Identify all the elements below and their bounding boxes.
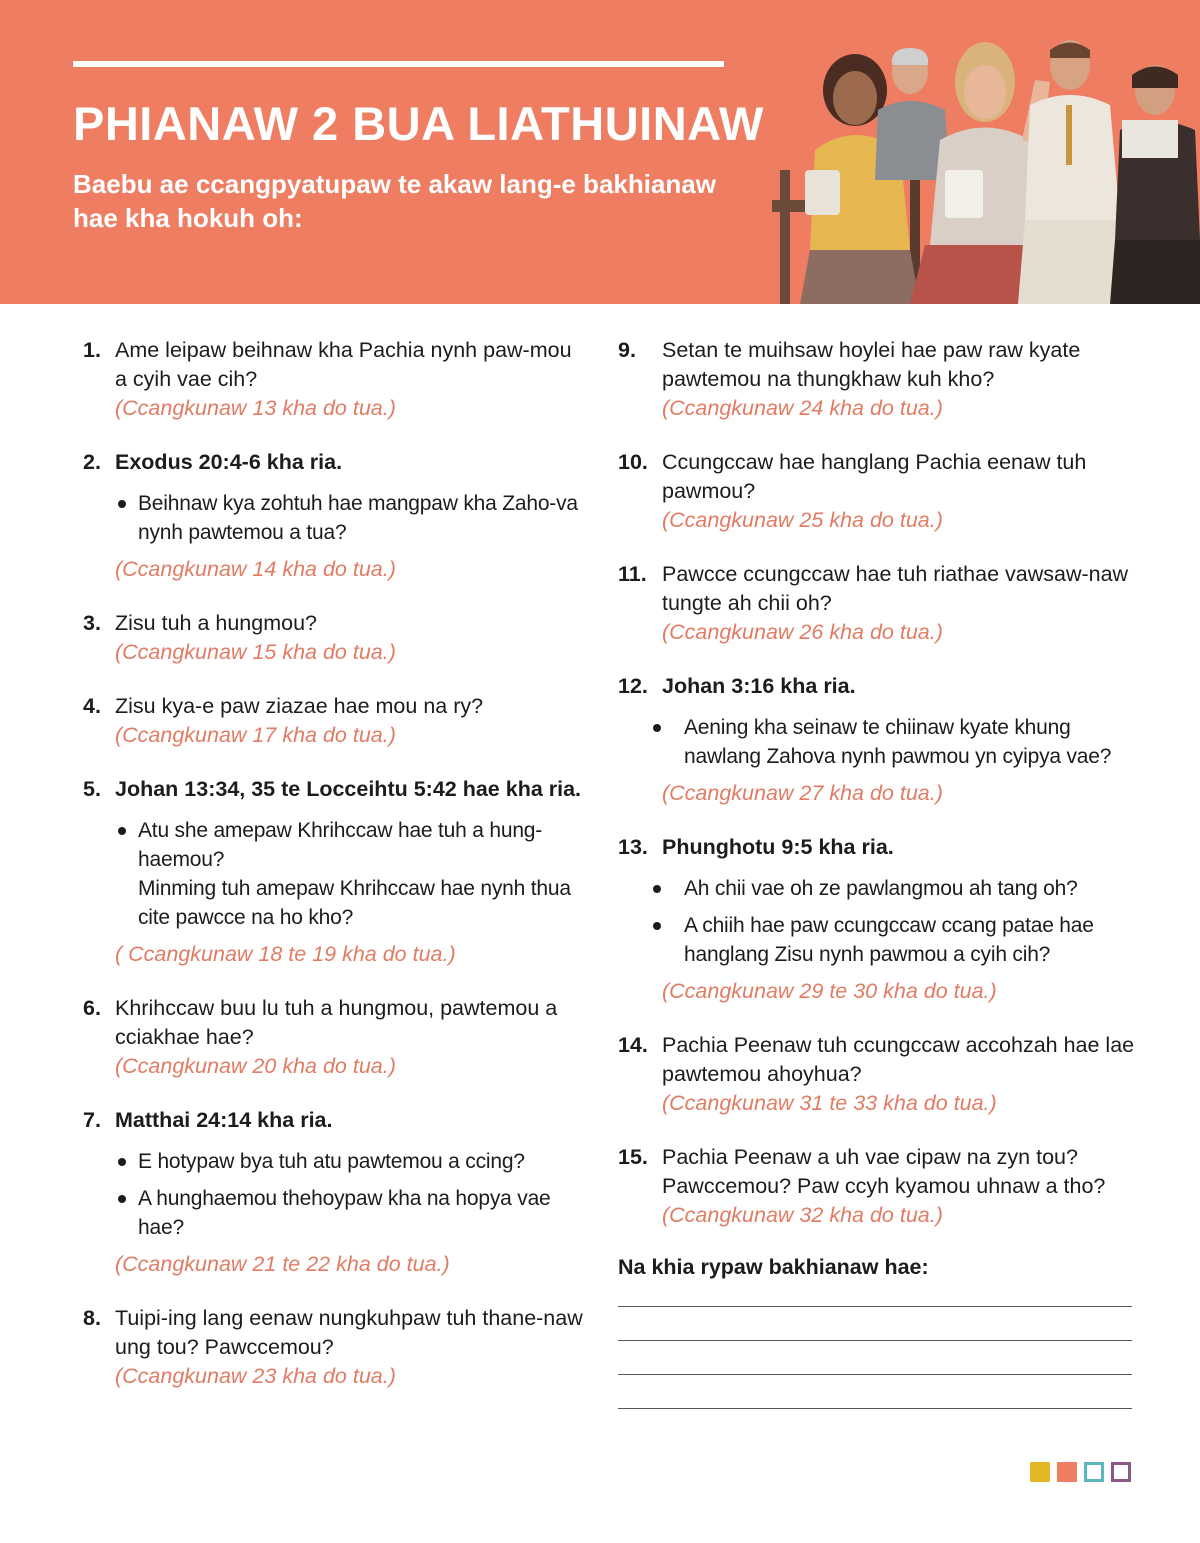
- paragraph-reference: (Ccangkunaw 20 kha do tua.): [115, 1054, 396, 1078]
- paragraph-reference: (Ccangkunaw 26 kha do tua.): [662, 620, 943, 644]
- question-7: [83, 1106, 583, 1279]
- question-text: Pawcce ccungccaw hae tuh riathae vawsaw-naw tungte ah chii oh?: [662, 562, 1129, 615]
- paragraph-reference: ( Ccangkunaw 18 te 19 kha do tua.): [115, 942, 456, 966]
- page-subtitle: Baebu ae ccangpyatupaw te akaw lang-e bakhianaw hae kha hokuh oh:: [73, 169, 716, 233]
- question-15: [618, 1143, 1138, 1230]
- bullet-item: A hunghaemou thehoypaw kha na hopya vae hae?: [83, 1184, 583, 1242]
- question-number: 14.: [618, 1033, 648, 1057]
- question-number: 10.: [618, 450, 648, 474]
- square-purple-outline: [1111, 1462, 1131, 1482]
- paragraph-reference: (Ccangkunaw 32 kha do tua.): [662, 1203, 943, 1227]
- question-13: [618, 833, 1138, 1006]
- paragraph-reference: (Ccangkunaw 25 kha do tua.): [662, 508, 943, 532]
- question-text: Zisu kya-e paw ziazae hae mou na ry?: [115, 694, 484, 718]
- question-2: [83, 448, 583, 584]
- header-rule: [73, 61, 724, 67]
- square-yellow: [1030, 1462, 1050, 1482]
- question-number: 1.: [83, 338, 101, 362]
- progress-squares: [1030, 1462, 1131, 1482]
- question-6: [83, 994, 583, 1081]
- paragraph-reference: (Ccangkunaw 13 kha do tua.): [115, 396, 396, 420]
- question-number: 6.: [83, 996, 101, 1020]
- note-line: [618, 1374, 1132, 1375]
- paragraph-reference: (Ccangkunaw 31 te 33 kha do tua.): [662, 1091, 997, 1115]
- question-number: 3.: [83, 611, 101, 635]
- notes-label: Na khia rypaw bakhianaw hae:: [618, 1255, 929, 1279]
- question-text: Zisu tuh a hungmou?: [115, 611, 317, 635]
- question-number: 7.: [83, 1108, 101, 1132]
- paragraph-reference: (Ccangkunaw 23 kha do tua.): [115, 1364, 396, 1388]
- paragraph-reference: (Ccangkunaw 17 kha do tua.): [115, 723, 396, 747]
- page-title: PHIANAW 2 BUA LIATHUINAW: [73, 97, 764, 150]
- question-text: Ame leipaw beihnaw kha Pachia nynh paw-mou a cyih vae cih?: [115, 338, 572, 391]
- bullet-continuation: Minming tuh amepaw Khrihccaw hae nynh thua cite pawcce na ho kho?: [138, 877, 571, 929]
- paragraph-reference: (Ccangkunaw 27 kha do tua.): [662, 781, 943, 805]
- paragraph-reference: (Ccangkunaw 14 kha do tua.): [115, 557, 396, 581]
- question-number: 8.: [83, 1306, 101, 1330]
- question-text: Matthai 24:14 kha ria.: [115, 1108, 333, 1132]
- question-text: Johan 13:34, 35 te Locceihtu 5:42 hae kha ria.: [115, 777, 582, 801]
- people-illustration: [760, 20, 1200, 304]
- question-9: [618, 336, 1138, 423]
- question-number: 13.: [618, 835, 648, 859]
- question-11: [618, 560, 1138, 647]
- question-number: 4.: [83, 694, 101, 718]
- question-number: 5.: [83, 777, 101, 801]
- paragraph-reference: (Ccangkunaw 15 kha do tua.): [115, 640, 396, 664]
- note-line: [618, 1340, 1132, 1341]
- question-14: [618, 1031, 1138, 1118]
- question-number: 15.: [618, 1145, 648, 1169]
- question-5: [83, 775, 583, 969]
- header-banner: [0, 0, 1200, 304]
- bullet-item: Aening kha seinaw te chiinaw kyate khung nawlang Zahova nynh pawmou yn cyipya vae?: [618, 713, 1138, 771]
- paragraph-reference: (Ccangkunaw 24 kha do tua.): [662, 396, 943, 420]
- note-line: [618, 1306, 1132, 1307]
- question-4: [83, 692, 583, 750]
- question-1: [83, 336, 583, 423]
- paragraph-reference: (Ccangkunaw 29 te 30 kha do tua.): [662, 979, 997, 1003]
- question-12: [618, 672, 1138, 808]
- bullet-text: Atu she amepaw Khrihccaw hae tuh a hung-haemou?: [138, 819, 543, 871]
- question-3: [83, 609, 583, 667]
- questions-right-column: [618, 336, 1138, 1409]
- question-text: Tuipi-ing lang eenaw nungkuhpaw tuh thane-naw ung tou? Pawccemou?: [115, 1306, 583, 1359]
- question-text: Pachia Peenaw tuh ccungccaw accohzah hae lae pawtemou ahoyhua?: [662, 1033, 1135, 1086]
- question-number: 2.: [83, 450, 101, 474]
- question-8: [83, 1304, 583, 1391]
- bullet-item: Beihnaw kya zohtuh hae mangpaw kha Zaho-va nynh pawtemou a tua?: [83, 489, 583, 547]
- note-line: [618, 1408, 1132, 1409]
- question-number: 9.: [618, 338, 636, 362]
- bullet-item: E hotypaw bya tuh atu pawtemou a ccing?: [83, 1147, 583, 1176]
- questions-left-column: [83, 336, 583, 1416]
- question-text: Ccungccaw hae hanglang Pachia eenaw tuh pawmou?: [662, 450, 1087, 503]
- question-text: Phunghotu 9:5 kha ria.: [662, 835, 894, 859]
- question-number: 12.: [618, 674, 648, 698]
- question-text: Johan 3:16 kha ria.: [662, 674, 856, 698]
- question-text: Setan te muihsaw hoylei hae paw raw kyate pawtemou na thungkhaw kuh kho?: [662, 338, 1081, 391]
- bullet-item: A chiih hae paw ccungccaw ccang patae hae hanglang Zisu nynh pawmou a cyih cih?: [618, 911, 1138, 969]
- question-text: Exodus 20:4-6 kha ria.: [115, 450, 343, 474]
- question-number: 11.: [618, 562, 647, 586]
- question-10: [618, 448, 1138, 535]
- square-coral: [1057, 1462, 1077, 1482]
- square-teal-outline: [1084, 1462, 1104, 1482]
- question-text: Khrihccaw buu lu tuh a hungmou, pawtemou a cciakhae hae?: [115, 996, 558, 1049]
- paragraph-reference: (Ccangkunaw 21 te 22 kha do tua.): [115, 1252, 450, 1276]
- bullet-item: [83, 816, 583, 932]
- bullet-item: Ah chii vae oh ze pawlangmou ah tang oh?: [618, 874, 1138, 903]
- question-text: Pachia Peenaw a uh vae cipaw na zyn tou? Pawccemou? Paw ccyh kyamou uhnaw a tho?: [662, 1145, 1106, 1198]
